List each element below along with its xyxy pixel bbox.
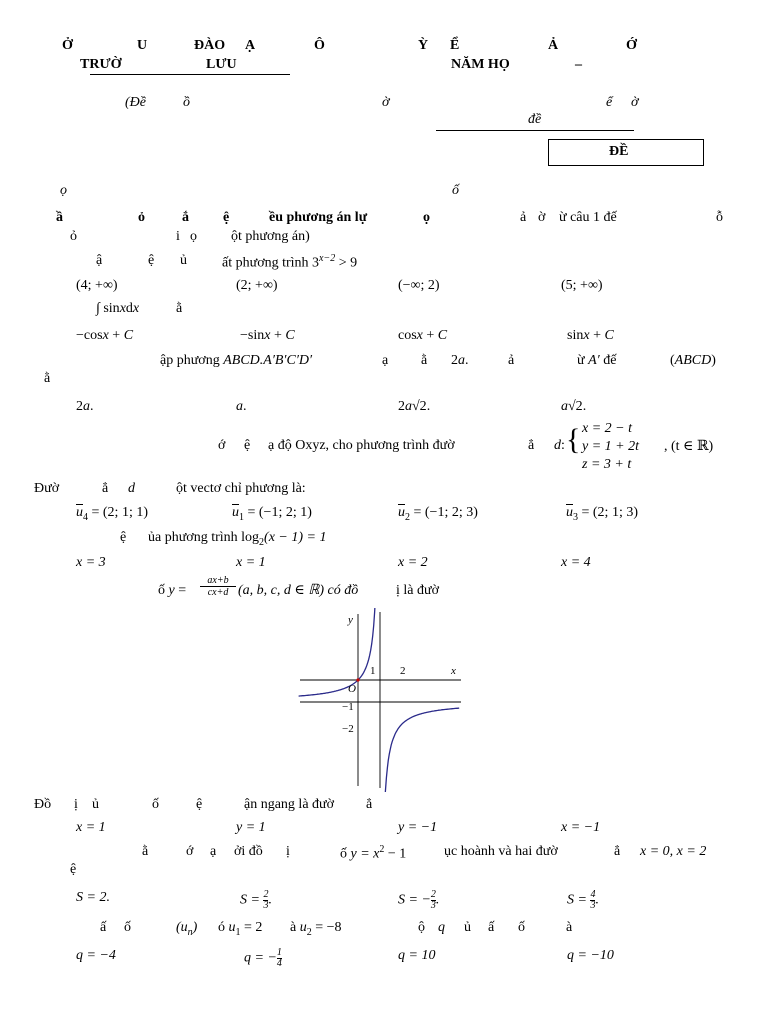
tick-label: 2: [400, 665, 406, 677]
answer-option[interactable]: x = 4: [561, 555, 591, 570]
answer-option[interactable]: S = $\frac{2}{3}$ .: [240, 889, 272, 911]
fraction-denominator: cx+d: [207, 587, 229, 598]
question-text: Đồ: [34, 797, 52, 812]
question-text: ất phương trình $3^{x-2} > 9$: [222, 253, 358, 271]
question-text: ẳ: [528, 438, 535, 453]
tick-label: −2: [342, 723, 354, 735]
answer-option[interactable]: 2a√2.: [398, 399, 431, 414]
question-text: ằ: [44, 371, 51, 386]
header-text: Ể: [450, 38, 460, 53]
answer-option[interactable]: $\overline{u}_2 = (-1$; 2; 3): [398, 505, 478, 523]
fraction: [200, 575, 236, 598]
question-text: ị là đườ: [396, 583, 439, 598]
instruction-text: ọ: [423, 210, 430, 225]
question-text: ệ: [196, 797, 203, 812]
answer-option[interactable]: $\overline{u}_1 = (-1$; 2; 1): [232, 505, 312, 523]
answer-option[interactable]: q = −4: [76, 948, 116, 963]
question-text: ệ: [244, 438, 251, 453]
header-text: Ô: [314, 38, 325, 53]
instruction-text: ệ: [223, 210, 230, 225]
fraction-numerator: ax+b: [200, 575, 236, 587]
graph-branch-left: [299, 608, 379, 696]
question-text: ệ: [120, 530, 127, 545]
instruction-text: ọ: [190, 229, 197, 244]
equation-line: y = 1 + 2t: [582, 439, 639, 454]
question-text: ằ: [421, 353, 428, 368]
question-text: à: [566, 920, 573, 935]
header-text: Ạ: [245, 38, 256, 53]
instruction-text: i: [176, 229, 180, 244]
question-text: ấ: [488, 920, 495, 935]
header-note: ồ: [183, 95, 190, 110]
answer-option[interactable]: y = −1: [398, 820, 438, 835]
question-text: ộ: [418, 920, 425, 935]
question-text: x = 0, x = 2: [640, 844, 707, 859]
header-note: đề: [528, 112, 542, 127]
question-text: ệ: [148, 253, 155, 268]
answer-option[interactable]: cosx + C: [398, 328, 448, 343]
axis-label-x: x: [451, 665, 456, 677]
answer-option[interactable]: a.: [236, 399, 247, 414]
question-text: ố: [152, 797, 159, 812]
question-text: d:: [554, 438, 565, 453]
header-note: ể: [606, 95, 613, 110]
tick-label: −1: [342, 701, 354, 713]
question-text: ả: [508, 353, 515, 368]
question-text: d: [128, 481, 135, 496]
school-year: –: [575, 57, 582, 72]
question-text: (a, b, c, d ∈ ℝ) có đồ: [238, 583, 359, 598]
graph-branch-right: [382, 708, 460, 792]
equation-line: x = 2 − t: [582, 421, 632, 436]
school-name: LƯU: [206, 57, 237, 72]
header-text: Ả: [548, 38, 559, 53]
question-text: ậ: [96, 253, 103, 268]
equation-line: z = 3 + t: [582, 457, 632, 472]
question-text: ớ: [186, 844, 194, 859]
question-text: ập phương ABCD.A′B′C′D′: [160, 353, 313, 368]
answer-option[interactable]: (2; +∞): [236, 278, 278, 293]
function-graph: [296, 608, 466, 792]
header-text: Ở: [62, 38, 73, 53]
question-text: q: [438, 920, 445, 935]
question-text: ố y =: [158, 583, 187, 598]
question-text: (ABCD): [670, 353, 716, 368]
question-text: ạ: [382, 353, 389, 368]
answer-option[interactable]: $\overline{u}_3 = (2$; 1; 3): [566, 505, 638, 523]
question-text: Đườ: [34, 481, 60, 496]
header-text: Ớ: [626, 38, 637, 53]
school-name: TRƯỜ: [80, 57, 122, 72]
header-note: ờ: [631, 95, 639, 110]
answer-option[interactable]: a√2.: [561, 399, 587, 414]
answer-option[interactable]: (4; +∞): [76, 278, 118, 293]
header-note: ờ: [382, 95, 390, 110]
question-text: ố: [124, 920, 131, 935]
question-text: ận ngang là đườ: [244, 797, 335, 812]
question-text: ố $y = x^2 - 1$: [340, 844, 407, 862]
question-text: ∫ sinxdx: [96, 301, 140, 316]
question-text: ị: [286, 844, 290, 859]
answer-option[interactable]: −cosx + C: [76, 328, 134, 343]
answer-option[interactable]: x = 1: [236, 555, 266, 570]
answer-option[interactable]: S = 2.: [76, 890, 110, 905]
question-text: à $u_2 = -8$: [290, 920, 342, 938]
exam-code-box: [548, 139, 704, 166]
tick-label: 1: [370, 665, 376, 677]
instruction-text: ả: [520, 210, 527, 225]
instruction-text: ờ: [538, 210, 546, 225]
instruction-text: ỏ: [70, 229, 77, 244]
instruction-text: ắ: [182, 210, 189, 225]
instruction-text: ầ: [56, 210, 63, 225]
answer-option[interactable]: x = 3: [76, 555, 106, 570]
brace: {: [566, 423, 581, 456]
answer-option[interactable]: 2a.: [76, 399, 94, 414]
answer-option[interactable]: y = 1: [236, 820, 266, 835]
answer-option[interactable]: $\overline{u}_4 = (2$; 1; 1): [76, 505, 148, 523]
question-text: ệ: [70, 862, 77, 877]
answer-option[interactable]: q = −10: [567, 948, 614, 963]
question-text: $(u_n)$: [176, 920, 198, 938]
answer-option[interactable]: (5; +∞): [561, 278, 603, 293]
question-text: ớ: [218, 438, 226, 453]
header-text: ĐÀO: [194, 38, 226, 53]
answer-option[interactable]: x = −1: [561, 820, 601, 835]
instruction-text: ỗ: [716, 210, 723, 225]
question-text: ạ độ Oxyz, cho phương trình đườ: [268, 438, 455, 453]
question-text: 2a.: [451, 353, 469, 368]
instruction-text: ỏ: [138, 210, 145, 225]
question-text: ủ: [464, 920, 471, 935]
instruction-text: ều phương án lự: [269, 210, 368, 225]
question-text: ằ: [142, 844, 149, 859]
question-text: ủa phương trình $\log_2(x - 1) = 1$: [148, 530, 327, 548]
question-text: ạ: [210, 844, 217, 859]
header-text: Ỳ: [418, 38, 429, 53]
instruction-text: ừ câu 1 đế: [559, 210, 617, 225]
question-text: ố: [518, 920, 525, 935]
question-text: ẳ: [102, 481, 109, 496]
question-text: ủ: [92, 797, 99, 812]
origin-point: [356, 678, 359, 681]
question-text: ột vectơ chỉ phương là:: [176, 481, 306, 496]
header-underline: [90, 74, 290, 75]
question-text: ẳ: [614, 844, 621, 859]
question-text: ó $u_1 = 2$: [218, 920, 263, 938]
answer-option[interactable]: (−∞; 2): [398, 278, 440, 293]
question-text: ục hoành và hai đườ: [444, 844, 558, 859]
question-text: ằ: [176, 301, 183, 316]
answer-option[interactable]: sinx + C: [567, 328, 614, 343]
answer-option[interactable]: −sinx + C: [240, 328, 295, 343]
equation-condition: , (t ∈ ℝ): [664, 439, 714, 454]
origin-label: O: [348, 683, 356, 695]
question-text: ị: [74, 797, 78, 812]
question-text: ừ A′ đế: [577, 353, 617, 368]
answer-option[interactable]: x = 2: [398, 555, 428, 570]
answer-option[interactable]: S = $\frac{4}{3}$ .: [567, 889, 599, 911]
answer-option[interactable]: S = − $\frac{2}{3}$ .: [398, 889, 440, 911]
answer-option[interactable]: x = 1: [76, 820, 106, 835]
axis-label-y: y: [348, 614, 353, 626]
instruction-text: ột phương án): [231, 229, 310, 244]
instruction-text: ố: [452, 183, 459, 198]
question-text: ấ: [100, 920, 107, 935]
question-text: ẳ: [366, 797, 373, 812]
question-text: ởi đồ: [234, 844, 263, 859]
exam-code-label: ĐỀ: [609, 144, 629, 159]
header-note: (Đề: [125, 95, 146, 110]
answer-option[interactable]: q = 10: [398, 948, 436, 963]
instruction-text: ọ: [60, 183, 67, 198]
question-text: ủ: [180, 253, 187, 268]
header-text: U: [137, 38, 148, 53]
answer-option[interactable]: q = − $\frac{1}{4}$: [244, 947, 282, 969]
header-underline: [436, 130, 634, 131]
school-year: NĂM HỌ: [451, 57, 510, 72]
